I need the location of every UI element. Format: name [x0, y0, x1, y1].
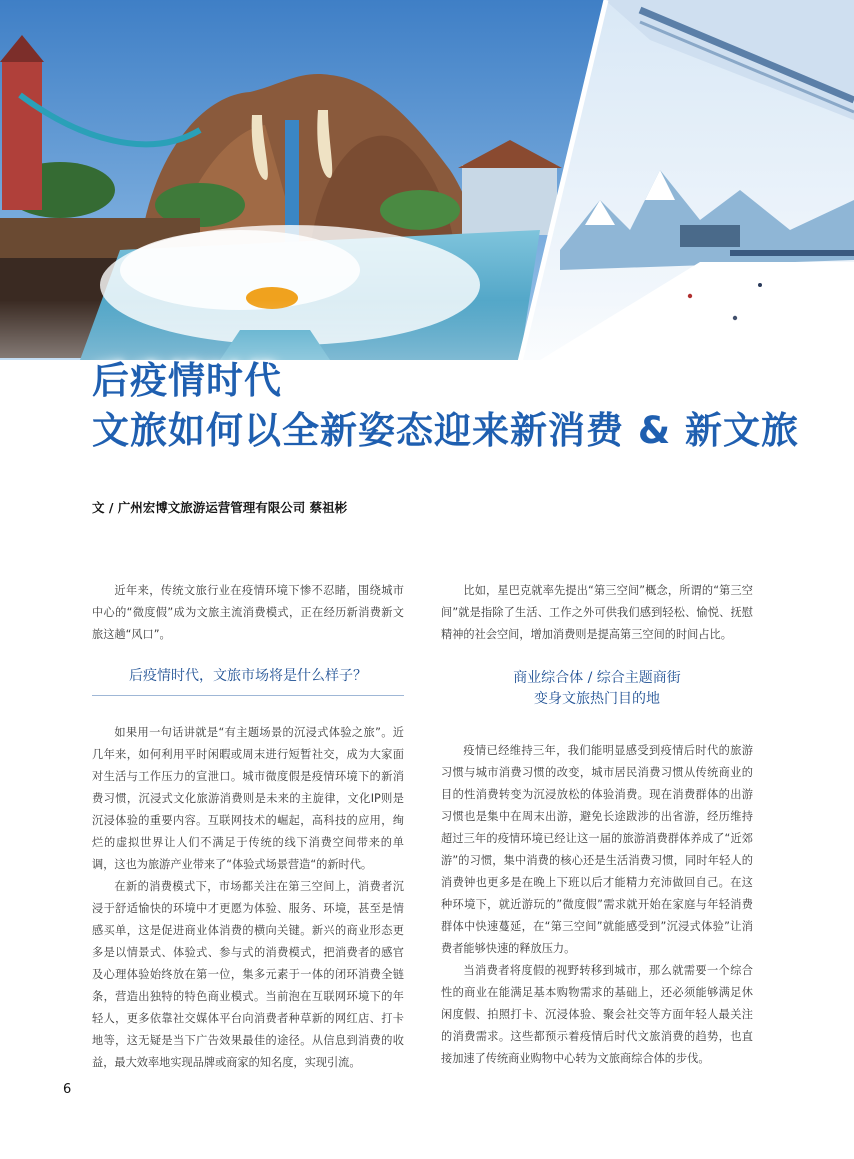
- headline-line-1: 后疫情时代: [92, 359, 282, 402]
- body-paragraph: 当消费者将度假的视野转移到城市，那么就需要一个综合性的商业在能满足基本购物需求的基础上，还必须能够满足休闲度假、拍照打卡、沉浸体验、聚会社交等方面年轻人最关注的消费需求。这些都预示着疫情后时代文旅消费的趋势，也直接加速了传统商业购物中心转为文旅商综合体的步伐。: [441, 964, 753, 1065]
- intro-paragraph: 近年来，传统文旅行业在疫情环境下惨不忍睹，围绕城市中心的“微度假”成为文旅主流消费模式，正在经历新消费新文旅这趟“风口”。: [92, 584, 404, 641]
- section-heading-text: 后疫情时代，文旅市场将是什么样子？: [129, 668, 367, 684]
- right-column: [441, 580, 753, 1070]
- headline-line-2: 文旅如何以全新姿态迎来新消费 & 新文旅: [92, 409, 800, 452]
- section-heading-post-pandemic: [92, 666, 404, 696]
- body-paragraph: 疫情已经维持三年，我们能明显感受到疫情后时代的旅游习惯与城市消费习惯的改变，城市居民消费习惯从传统商业的目的性消费转变为沉浸放松的体验消费。现在消费群体的出游习惯也是集中在周末出游，避免长途跋涉的出省游，经历维持超过三年的疫情环境已经让这一届的旅游消费群体养成了“近郊游”的习惯，集中消费的核心还是生活消费习惯，同时年轻人的消费钟也更多是在晚上下班以后才能精力充沛做回自己。在这种环境下，就近游玩的”微度假”需求就开始在家庭与年轻消费群体中快速蔓延，在“第三空间”就能感受到”沉浸式体验”让消费者能够快速的释放压力。: [441, 744, 753, 955]
- body-paragraph: 如果用一句话讲就是“有主题场景的沉浸式体验之旅”。近几年来，如何利用平时闲暇或周末进行短暂社交，成为大家面对生活与工作压力的宣泄口。城市微度假是疫情环境下的新消费习惯，沉浸式文化旅游消费则是未来的主旋律，文化IP则是沉浸体验的重要内容。互联网技术的崛起，高科技的应用，绚烂的虚拟世界让人们不满足于传统的线下消费空间带来的单调，这也为旅游产业带来了“体验式场景营造“的新时代。: [92, 726, 404, 871]
- heading-underline: [92, 695, 404, 696]
- page-number: 6: [63, 1082, 72, 1097]
- section-heading-line-1: 商业综合体 / 综合主题商街: [513, 670, 681, 686]
- intro-paragraph: 比如，星巴克就率先提出“第三空间”概念，所谓的“第三空间”就是指除了生活、工作之外可供我们感到轻松、愉悦、抚慰精神的社会空间，增加消费则是提高第三空间的时间占比。: [441, 584, 753, 641]
- section-heading-line-2: 变身文旅热门目的地: [534, 691, 660, 707]
- author-byline: 文 / 广州宏博文旅游运营管理有限公司 蔡祖彬: [92, 500, 348, 515]
- left-column: [92, 580, 404, 1074]
- section-heading-commercial-complex: [441, 668, 753, 710]
- body-paragraph: 在新的消费模式下，市场都关注在第三空间上，消费者沉浸于舒适愉快的环境中才更愿为体验、服务、环境，甚至是情感买单，这是促进商业体消费的横向关键。新兴的商业形态更多是以情景式、体验式、参与式的消费模式，把消费者的感官及心理体验始终放在第一位，集多元素于一体的闭环消费全链条，营造出独特的特色商业模式。当前泡在互联网环境下的年轻人，更多依靠社交媒体平台向消费者种草新的网红店、打卡地等，这无疑是当下广告效果最佳的途径。从信息到消费的收益，最大效率地实现品牌或商家的知名度，实现引流。: [92, 880, 404, 1069]
